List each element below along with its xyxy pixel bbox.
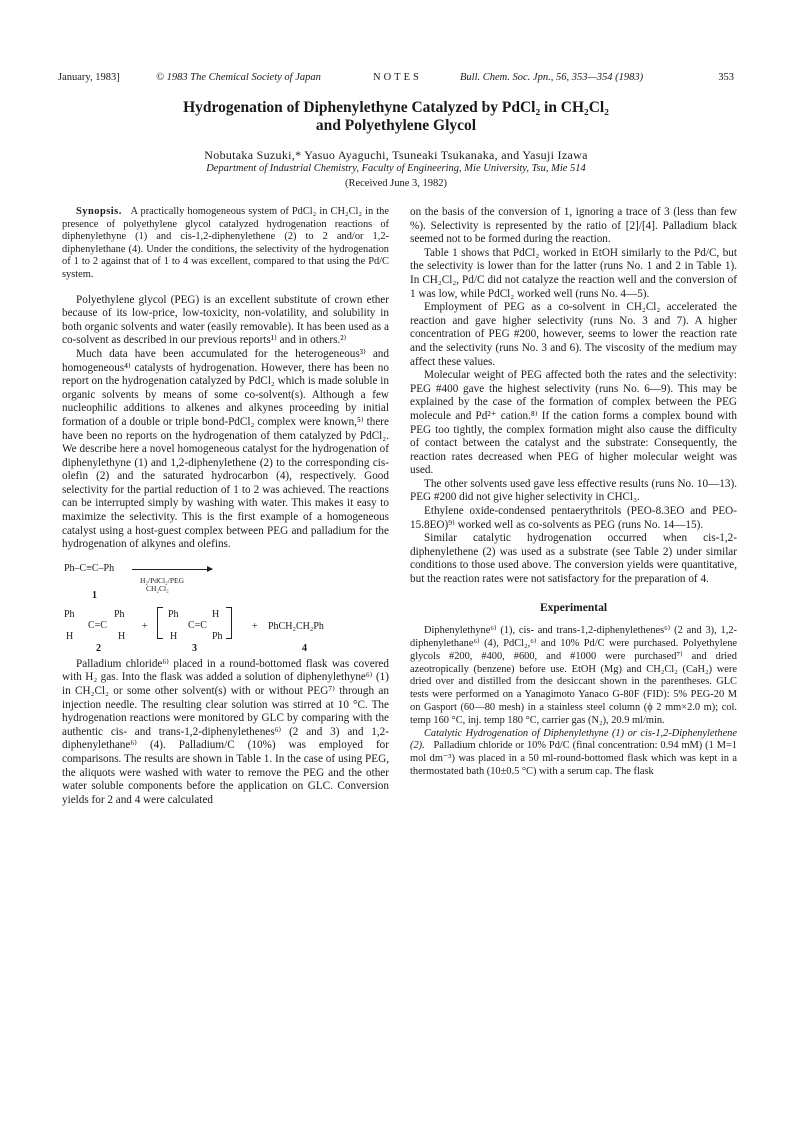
right-column [410,206,737,779]
compound-number-2: 2 [96,642,101,654]
cmpd3-center: C=C [188,619,207,631]
cmpd2-bottom-left: H [66,630,74,642]
title-line-2: and Polyethylene Glycol [315,117,477,134]
results-paragraph-5: The other solvents used gave less effective results (runs No. 10—13). PEG #200 did not give higher selectivity in CHCl₃. [410,477,737,504]
experimental-materials: Diphenylethyne⁶⁾ (1), cis- and trans-1,2-diphenylethenes⁶⁾ (2 and 3), 1,2-diphenylethane⁶⁾ (4), PdCl₂,⁶⁾ and 10% Pd/C were purchased. Polyethylene glycols #200, #400, #600, and #1000 were purchased⁷⁾ and dried azeotropically (benzene) before use. EtOH (Mg) and CH₂Cl₂ (CaH₂) were dried over and distilled from the desiccant shown in the parentheses. GLC tests were performed on a Yanagimoto Yanaco G-80F (FID): 5% PEG-20 M on Gasport (60—80 mesh) in a stainless steel column (ϕ 2 mm×2.0 m); col. temp 160 °C, inj. temp 180 °C, carrier gas (N₂), 20.9 ml/min. [410,625,737,726]
scheme-separator-1: + [142,620,148,632]
cmpd2-top-right: Ph [114,608,125,620]
intro-paragraph-1: Polyethylene glycol (PEG) is an excellent substitute of crown ether because of its low-price, low-toxicity, non-volatility, and solubility in both organic solvents and water (easily removable). It has been used as a co-solvent as described in our previous reports¹⁾ and in others.²⁾ [62,293,389,347]
header-page-number: 353 [718,72,734,83]
synopsis-text: A practically homogeneous system of PdCl₂ in CH₂Cl₂ in the presence of polyethylene glycol catalyzed hydrogenation reactions of diphenylethyne (1) and cis-1,2-diphenylethene (2) to 2 and/or 1,2-diphenylethane (4). Under the conditions, the selectivity of the hydrogenation of 1 to 2 against that of 1 to 4 was excellent, compared to that using the Pd/C system. [62,206,389,280]
scheme-product-4: PhCH₂CH₂Ph [268,620,324,632]
results-paragraph-7: Similar catalytic hydrogenation occurred when cis-1,2-diphenylethene (2) was used as a substrate (see Table 2) under similar conditions to those used above. The conversion yields were quantitative, but the reaction rates were not satisfactory for the preparation of 4. [410,532,737,586]
compound-number-4: 4 [302,642,307,654]
synopsis-label: Synopsis. [76,206,122,217]
compound-number-3: 3 [192,642,197,654]
cmpd2-top-left: Ph [64,608,75,620]
header-journal: Bull. Chem. Soc. Jpn., 56, 353—354 (1983) [460,72,644,83]
procedure-paragraph: Palladium chloride⁶⁾ placed in a round-bottomed flask was covered with H₂ gas. Into the flask was added a solution of diphenylethyne⁶⁾ (1) in CH₂Cl₂ or some other solvent(s) with or without PEG⁷⁾ through an injection needle. The resulting clear solution was stirred at 10 °C. The hydrogenation reactions were monitored by GLC by comparing with the authentic cis- and trans-1,2-diphenylethenes⁶⁾ (2 and 3) and 1,2-diphenylethane⁶⁾ (4). Palladium/C (10%) was employed for comparisons. The results are shown in Table 1. In the case of using PEG, the aliquots were washed with water to remove the PEG and the other water soluble components before the application on GLC. Conversion yields for 2 and 4 were calculated [62,657,389,806]
cmpd2-center: C=C [88,619,107,631]
scheme-separator-2: + [252,620,258,632]
header-date: January, 1983] [58,72,120,83]
scheme-conditions: H₂/PdCl₂/PEG [140,575,184,585]
scheme-solvent: CH₂Cl₂ [146,583,169,593]
results-paragraph-4: Molecular weight of PEG affected both the rates and the selectivity: PEG #400 gave the highest selectivity (runs No. 6—9). This may be explained by the case of the formation of complex between the PEG molecule and Pd²⁺ cation.⁸⁾ If the cation forms a complex bound with PEG too tightly, the complex formation might also cause the difficulty of contact between the catalyst and the substrate: Consequently, the reaction rates decreased when PEG of higher molecular weight was used. [410,369,737,477]
cmpd3-top-right: H [212,608,220,620]
experimental-procedure [410,728,737,779]
synopsis [62,206,389,282]
results-paragraph-2: Table 1 shows that PdCl₂ worked in EtOH similarly to the Pd/C, but the selectivity is lower than for the latter (runs No. 1 and 2 in Table 1). In CH₂Cl₂, Pd/C did not catalyze the reaction well and the conversion of 1 was low, while PdCl₂ worked well (runs No. 4—5). [410,246,737,300]
title-line-1: Hydrogenation of Diphenylethyne Catalyzed by PdCl₂ in CH₂Cl₂ [183,99,609,116]
reaction-arrow-icon [132,569,212,570]
paper-title [58,99,734,135]
left-column [62,206,389,807]
intro-paragraph-2: Much data have been accumulated for the heterogeneous³⁾ and homogeneous⁴⁾ catalysts of hydrogenation. However, there has been no report on the hydrogenation catalyzed by PdCl₂ which is made soluble in organic solvents by means of some co-solvent(s). Although a few nucleophilic additions to alkenes and alkynes proceeding by initial formation of a double or triple bond-PdCl₂ complex were known,⁵⁾ there have been no reports on the hydrogenation of them catalyzed by PdCl₂. We describe here a novel homogeneous catalyst for the hydrogenation of diphenylethyne (1) and 1,2-diphenylethene (2) to the corresponding cis-olefin (2) and the saturated hydrocarbon (4), respectively. Good selectivity for the partial reduction of 1 to 2 was achieved. The reactions can be interrupted simply by washing with water. This makes it easy to maximize the selectivity. This is the first example of a homogeneous catalyst using a host-guest complex between PEG and palladium for the hydrogenation of alkynes and olefins. [62,347,389,551]
procedure-subtitle: Catalytic Hydrogenation of Diphenylethyne (1) or cis-1,2-Diphenylethene (2). [410,727,737,752]
left-bracket-icon [157,607,163,639]
results-paragraph-1: on the basis of the conversion of 1, ignoring a trace of 3 (less than few %). Selectivity is represented by the ratio of [2]/[4]. Palladium black seemed not to be formed during the reaction. [410,206,737,246]
cmpd3-bottom-left: H [170,630,178,642]
affiliation: Department of Industrial Chemistry, Faculty of Engineering, Mie University, Tsu, Mie 514 [206,163,586,174]
procedure-text: Palladium chloride or 10% Pd/C (final concentration: 0.94 mM) (1 M=1 mol dm⁻³) was placed in a 50 ml-round-bottomed flask which was kept in a thermostated bath (10±0.5 °C) with a serum cap. The flask [410,740,737,777]
right-bracket-icon [226,607,232,639]
received-date: (Received June 3, 1982) [344,178,448,189]
author-list: Nobutaka Suzuki,* Yasuo Ayaguchi, Tsuneaki Tsukanaka, and Yasuji Izawa [204,148,588,162]
reaction-scheme [62,558,389,654]
cmpd3-top-left: Ph [168,608,179,620]
header-section: NOTES [373,72,422,83]
experimental-heading: Experimental [539,601,608,614]
results-paragraph-3: Employment of PEG as a co-solvent in CH₂Cl₂ accelerated the reaction and gave higher selectivity (runs No. 3 and 7). A higher concentration of PEG #200, however, seems to lower the reaction rate and the selectivity (runs No. 3 and 6). The viscosity of the medium may affect these values. [410,301,737,368]
cmpd3-bottom-right: Ph [212,630,223,642]
cmpd2-bottom-right: H [118,630,126,642]
compound-number-1: 1 [92,589,97,601]
running-header [58,72,734,88]
scheme-reactant: Ph–C≡C–Ph [64,562,115,574]
header-copyright: © 1983 The Chemical Society of Japan [156,72,321,83]
results-paragraph-6: Ethylene oxide-condensed pentaerythritols (PEO-8.3EO and PEO-15.8EO)⁹⁾ worked well as co-solvents as PEG (runs No. 14—15). [410,505,737,531]
